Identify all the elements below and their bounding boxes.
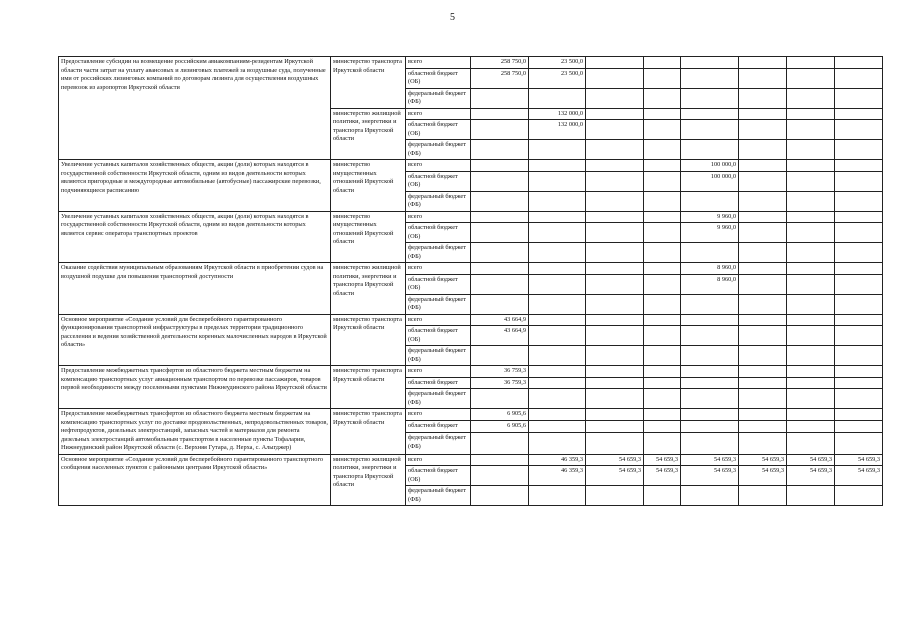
amount-cell [529,274,586,294]
funding-source-cell: федеральный бюджет (ФБ) [406,389,471,409]
amount-cell [644,409,681,421]
amount-cell [644,294,681,314]
amount-cell [471,211,529,223]
amount-cell [586,314,644,326]
funding-source-cell: федеральный бюджет (ФБ) [406,140,471,160]
amount-cell [471,346,529,366]
funding-source-cell: всего [406,108,471,120]
measure-name-cell: Увеличение уставных капиталов хозяйственных обществ, акции (доли) которых находятся в государственной собственности Иркутской области, одним из видов деятельности которых являются пригородные и междугородные автомобильные (автобусные) пассажирские перевозки, подчиняющиеся расписанию [59,160,331,212]
amount-cell [471,120,529,140]
amount-cell [471,191,529,211]
amount-cell [787,120,835,140]
amount-cell [787,223,835,243]
amount-cell: 8 960,0 [681,274,739,294]
amount-cell [739,57,787,69]
amount-cell: 132 000,0 [529,120,586,140]
amount-cell [586,486,644,506]
amount-cell [586,389,644,409]
table-row [59,263,883,275]
amount-cell [739,346,787,366]
amount-cell [835,191,883,211]
amount-cell [644,68,681,88]
amount-cell [787,211,835,223]
amount-cell: 54 659,3 [586,466,644,486]
amount-cell [835,314,883,326]
amount-cell [835,366,883,378]
amount-cell [787,433,835,454]
amount-cell [529,433,586,454]
amount-cell [644,171,681,191]
amount-cell [835,263,883,275]
amount-cell [835,57,883,69]
measure-name-cell: Увеличение уставных капиталов хозяйственных обществ, акции (доли) которых находятся в государственной собственности Иркутской области, одним из видов деятельности которых является сервис оператора транспортных проектов [59,211,331,263]
amount-cell [471,466,529,486]
amount-cell [787,366,835,378]
amount-cell [586,421,644,433]
amount-cell [681,120,739,140]
amount-cell [586,191,644,211]
measure-name-cell: Предоставление субсидии на возмещение российским авиакомпаниям-резидентам Иркутской области части затрат на уплату авансовых и лизинговых платежей за воздушные суда, полученные ими от российских лизинговых компаний по договорам лизинга для осуществления воздушных перевозок из аэропортов Иркутской области [59,57,331,160]
amount-cell [471,274,529,294]
amount-cell: 54 659,3 [787,454,835,466]
amount-cell [644,160,681,172]
executor-cell: министерство транспорта Иркутской области [331,366,406,409]
amount-cell: 9 960,0 [681,211,739,223]
amount-cell [644,140,681,160]
table-row [59,160,883,172]
amount-cell [471,140,529,160]
amount-cell [529,486,586,506]
amount-cell: 54 659,3 [586,454,644,466]
amount-cell [681,108,739,120]
funding-source-cell: всего [406,366,471,378]
amount-cell [529,314,586,326]
amount-cell [835,140,883,160]
amount-cell [529,326,586,346]
amount-cell [787,140,835,160]
amount-cell: 36 759,3 [471,366,529,378]
amount-cell [586,160,644,172]
executor-cell: министерство транспорта Иркутской области [331,409,406,455]
amount-cell [787,243,835,263]
amount-cell [787,68,835,88]
amount-cell [586,88,644,108]
amount-cell [835,160,883,172]
amount-cell [586,346,644,366]
funding-source-cell: областной бюджет (ОБ) [406,274,471,294]
executor-cell: министерство имущественных отношений Иркутской области [331,211,406,263]
amount-cell: 54 659,3 [835,454,883,466]
amount-cell [739,120,787,140]
funding-source-cell: областной бюджет (ОБ) [406,171,471,191]
budget-table [58,56,883,506]
amount-cell [644,389,681,409]
amount-cell [644,433,681,454]
amount-cell [739,433,787,454]
amount-cell [681,366,739,378]
amount-cell [787,486,835,506]
amount-cell [835,88,883,108]
amount-cell [586,171,644,191]
amount-cell [681,486,739,506]
amount-cell [835,389,883,409]
amount-cell: 54 659,3 [739,454,787,466]
executor-cell: министерство жилищной политики, энергетики и транспорта Иркутской области [331,108,406,160]
page-number: 5 [450,12,455,23]
amount-cell [739,294,787,314]
table-row [59,409,883,421]
amount-cell [739,243,787,263]
amount-cell: 23 500,0 [529,57,586,69]
amount-cell [644,223,681,243]
amount-cell [586,68,644,88]
amount-cell: 43 664,9 [471,314,529,326]
amount-cell: 54 659,3 [681,466,739,486]
amount-cell [739,160,787,172]
amount-cell [739,486,787,506]
amount-cell [835,274,883,294]
amount-cell [787,314,835,326]
amount-cell [529,171,586,191]
amount-cell [644,108,681,120]
table-row [59,314,883,326]
amount-cell [586,223,644,243]
funding-source-cell: федеральный бюджет (ФБ) [406,191,471,211]
amount-cell: 6 905,6 [471,409,529,421]
funding-source-cell: федеральный бюджет (ФБ) [406,433,471,454]
amount-cell [787,274,835,294]
amount-cell [739,88,787,108]
amount-cell [471,223,529,243]
amount-cell [586,120,644,140]
funding-source-cell: всего [406,454,471,466]
amount-cell [787,409,835,421]
funding-source-cell: областной бюджет [406,377,471,389]
amount-cell [739,314,787,326]
amount-cell [835,108,883,120]
amount-cell [739,68,787,88]
amount-cell [529,243,586,263]
amount-cell [787,160,835,172]
amount-cell [644,211,681,223]
amount-cell [529,409,586,421]
amount-cell [787,421,835,433]
table-row [59,211,883,223]
amount-cell [681,243,739,263]
amount-cell [681,377,739,389]
amount-cell [586,108,644,120]
amount-cell [787,263,835,275]
amount-cell: 54 659,3 [681,454,739,466]
amount-cell: 8 960,0 [681,263,739,275]
amount-cell [787,108,835,120]
funding-source-cell: областной бюджет [406,421,471,433]
amount-cell [835,68,883,88]
amount-cell: 46 359,3 [529,454,586,466]
amount-cell [586,409,644,421]
funding-source-cell: федеральный бюджет (ФБ) [406,243,471,263]
amount-cell [529,377,586,389]
amount-cell: 36 759,3 [471,377,529,389]
amount-cell [681,314,739,326]
amount-cell [471,389,529,409]
amount-cell [739,366,787,378]
amount-cell: 54 659,3 [787,466,835,486]
measure-name-cell: Предоставление межбюджетных трансфертов из областного бюджета местным бюджетам на компенсацию транспортных услуг авиационным транспортом по перевозке пассажиров, товаров первой необходимости между поселенными пунктами Нижнеудинского района Иркутской области [59,366,331,409]
amount-cell: 23 500,0 [529,68,586,88]
amount-cell [586,377,644,389]
funding-source-cell: всего [406,314,471,326]
amount-cell [644,366,681,378]
amount-cell [529,294,586,314]
funding-source-cell: всего [406,57,471,69]
amount-cell [471,454,529,466]
amount-cell [471,88,529,108]
funding-source-cell: всего [406,409,471,421]
amount-cell [835,433,883,454]
amount-cell [644,88,681,108]
amount-cell [787,377,835,389]
amount-cell [644,314,681,326]
amount-cell [835,421,883,433]
amount-cell [586,57,644,69]
amount-cell [586,294,644,314]
amount-cell [529,191,586,211]
amount-cell [739,140,787,160]
funding-source-cell: федеральный бюджет (ФБ) [406,294,471,314]
amount-cell [644,421,681,433]
amount-cell: 9 960,0 [681,223,739,243]
table-row [59,57,883,69]
amount-cell [529,211,586,223]
amount-cell [529,366,586,378]
amount-cell [787,346,835,366]
amount-cell [681,88,739,108]
amount-cell [471,171,529,191]
amount-cell [739,274,787,294]
measure-name-cell: Оказание содействия муниципальным образованиям Иркутской области в приобретении судов на воздушной подушке для повышения транспортной доступности [59,263,331,315]
amount-cell [835,346,883,366]
amount-cell [644,486,681,506]
amount-cell [471,294,529,314]
amount-cell: 6 905,6 [471,421,529,433]
amount-cell [471,486,529,506]
amount-cell: 43 664,9 [471,326,529,346]
amount-cell [835,409,883,421]
amount-cell [739,211,787,223]
funding-source-cell: областной бюджет (ОБ) [406,120,471,140]
amount-cell [787,191,835,211]
amount-cell [835,211,883,223]
amount-cell [739,421,787,433]
funding-source-cell: федеральный бюджет (ФБ) [406,88,471,108]
amount-cell [835,486,883,506]
amount-cell [787,389,835,409]
funding-source-cell: всего [406,160,471,172]
amount-cell [739,191,787,211]
amount-cell: 258 750,0 [471,57,529,69]
amount-cell [471,160,529,172]
amount-cell [835,223,883,243]
amount-cell [644,263,681,275]
amount-cell [681,389,739,409]
amount-cell [529,223,586,243]
amount-cell [586,243,644,263]
amount-cell [471,433,529,454]
amount-cell: 132 000,0 [529,108,586,120]
amount-cell [835,326,883,346]
amount-cell [586,326,644,346]
table-row [59,366,883,378]
amount-cell [644,377,681,389]
amount-cell: 258 750,0 [471,68,529,88]
measure-name-cell: Предоставление межбюджетных трансфертов из областного бюджета местным бюджетам на компенсацию транспортных услуг по доставке продовольственных, непродовольственных товаров, нефтепродуктов, дизельных электростанций, запасных частей и материалов для ремонта дизельных электростанций автомобильным транспортом в населенные пункты Тофаларии, Нижнеудинский район Иркутской области (с. Верхняя Гутара, д. Нерха, с. Алыгджер) [59,409,331,455]
amount-cell [681,433,739,454]
amount-cell [529,263,586,275]
amount-cell [529,346,586,366]
amount-cell [644,346,681,366]
amount-cell [471,263,529,275]
amount-cell [739,389,787,409]
executor-cell: министерство транспорта Иркутской области [331,314,406,366]
amount-cell [644,120,681,140]
amount-cell [471,243,529,263]
executor-cell: министерство жилищной политики, энергетики и транспорта Иркутской области [331,263,406,315]
amount-cell [739,223,787,243]
funding-source-cell: федеральный бюджет (ФБ) [406,486,471,506]
amount-cell [787,171,835,191]
amount-cell [739,171,787,191]
amount-cell [681,57,739,69]
amount-cell [529,421,586,433]
amount-cell [835,171,883,191]
funding-source-cell: всего [406,263,471,275]
funding-source-cell: всего [406,211,471,223]
amount-cell [681,191,739,211]
amount-cell [471,108,529,120]
amount-cell [586,366,644,378]
amount-cell [835,243,883,263]
table-row [59,454,883,466]
amount-cell: 54 659,3 [644,466,681,486]
amount-cell: 46 359,3 [529,466,586,486]
amount-cell [787,88,835,108]
amount-cell [529,88,586,108]
amount-cell [586,211,644,223]
amount-cell [835,120,883,140]
amount-cell [644,243,681,263]
amount-cell [835,377,883,389]
amount-cell: 100 000,0 [681,160,739,172]
amount-cell: 54 659,3 [739,466,787,486]
measure-name-cell: Основное мероприятие «Создание условий для бесперебойного гарантированного функционирования транспортной инфраструктуры в пределах территории традиционного расселения и ведения хозяйственной деятельности коренных малочисленных народов в Иркутской области» [59,314,331,366]
amount-cell [739,377,787,389]
amount-cell [681,346,739,366]
amount-cell [586,263,644,275]
amount-cell [681,294,739,314]
amount-cell [681,140,739,160]
funding-source-cell: федеральный бюджет (ФБ) [406,346,471,366]
amount-cell [529,389,586,409]
amount-cell [681,326,739,346]
amount-cell: 54 659,3 [644,454,681,466]
amount-cell [739,108,787,120]
amount-cell [787,57,835,69]
funding-source-cell: областной бюджет (ОБ) [406,223,471,243]
amount-cell: 100 000,0 [681,171,739,191]
amount-cell [644,57,681,69]
amount-cell [586,433,644,454]
amount-cell [644,326,681,346]
amount-cell [835,294,883,314]
amount-cell [739,409,787,421]
amount-cell [644,191,681,211]
measure-name-cell: Основное мероприятие «Создание условий для бесперебойного гарантированного транспортного сообщения населенных пунктов с районными центрами Иркутской области» [59,454,331,506]
amount-cell [739,263,787,275]
amount-cell [787,294,835,314]
amount-cell: 54 659,3 [835,466,883,486]
amount-cell [529,160,586,172]
amount-cell [681,409,739,421]
executor-cell: министерство жилищной политики, энергетики и транспорта Иркутской области [331,454,406,506]
amount-cell [586,140,644,160]
amount-cell [681,68,739,88]
amount-cell [787,326,835,346]
executor-cell: министерство транспорта Иркутской области [331,57,406,109]
amount-cell [681,421,739,433]
funding-source-cell: областной бюджет (ОБ) [406,466,471,486]
amount-cell [586,274,644,294]
funding-source-cell: областной бюджет (ОБ) [406,68,471,88]
executor-cell: министерство имущественных отношений Иркутской области [331,160,406,212]
amount-cell [739,326,787,346]
funding-source-cell: областной бюджет (ОБ) [406,326,471,346]
amount-cell [529,140,586,160]
amount-cell [644,274,681,294]
